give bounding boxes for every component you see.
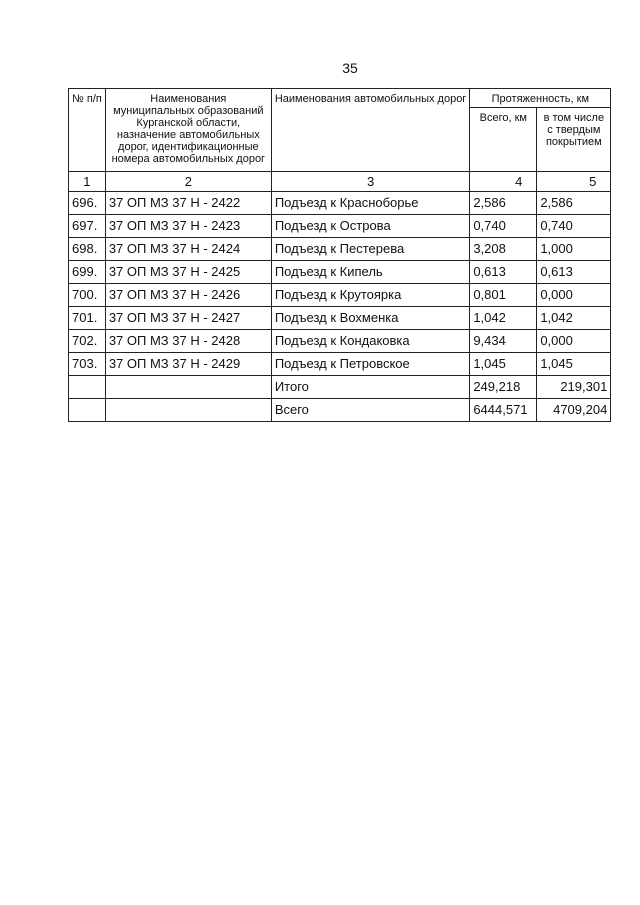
row-number: 699. [69, 261, 106, 284]
road-name: Подъезд к Кондаковка [271, 330, 470, 353]
length-hard: 1,000 [537, 238, 611, 261]
column-number: 4 [470, 172, 537, 192]
length-hard: 0,000 [537, 330, 611, 353]
length-total: 1,042 [470, 307, 537, 330]
row-number: 702. [69, 330, 106, 353]
grand-total-row [69, 399, 611, 422]
row-number: 700. [69, 284, 106, 307]
road-name: Подъезд к Вохменка [271, 307, 470, 330]
subtotal-total: 249,218 [470, 376, 537, 399]
header-row [69, 89, 611, 108]
length-hard: 1,045 [537, 353, 611, 376]
length-total: 1,045 [470, 353, 537, 376]
row-number: 696. [69, 192, 106, 215]
road-name: Подъезд к Пестерева [271, 238, 470, 261]
row-number: 698. [69, 238, 106, 261]
length-hard: 0,740 [537, 215, 611, 238]
header-no: № п/п [69, 89, 106, 172]
header-road-name: Наименования автомобильных дорог [271, 89, 470, 172]
header-hard-surface: в том числе с твердым покрытием [537, 108, 611, 172]
road-id: 37 ОП МЗ 37 Н - 2423 [105, 215, 271, 238]
road-name: Подъезд к Крутоярка [271, 284, 470, 307]
length-hard: 0,613 [537, 261, 611, 284]
subtotal-row [69, 376, 611, 399]
column-number: 2 [105, 172, 271, 192]
row-number: 697. [69, 215, 106, 238]
column-number: 1 [69, 172, 106, 192]
grand-total-total: 6444,571 [470, 399, 537, 422]
empty-cell [69, 376, 106, 399]
road-name: Подъезд к Кипель [271, 261, 470, 284]
column-number: 5 [537, 172, 611, 192]
road-name: Подъезд к Острова [271, 215, 470, 238]
header-municipality: Наименования муниципальных образований Курганской области, назначение автомобильных дорог, идентификационные номера автомобильных дорог [105, 89, 271, 172]
length-total: 0,801 [470, 284, 537, 307]
table-row [69, 192, 611, 215]
table-row [69, 261, 611, 284]
header-length: Протяженность, км [470, 89, 611, 108]
grand-total-label: Всего [271, 399, 470, 422]
length-total: 3,208 [470, 238, 537, 261]
header-total: Всего, км [470, 108, 537, 172]
road-id: 37 ОП МЗ 37 Н - 2425 [105, 261, 271, 284]
subtotal-hard: 219,301 [537, 376, 611, 399]
column-numbers-row [69, 172, 611, 192]
empty-cell [105, 376, 271, 399]
table-row [69, 307, 611, 330]
row-number: 701. [69, 307, 106, 330]
road-id: 37 ОП МЗ 37 Н - 2428 [105, 330, 271, 353]
road-id: 37 ОП МЗ 37 Н - 2424 [105, 238, 271, 261]
length-hard: 2,586 [537, 192, 611, 215]
row-number: 703. [69, 353, 106, 376]
table-row [69, 353, 611, 376]
subtotal-label: Итого [271, 376, 470, 399]
length-total: 2,586 [470, 192, 537, 215]
length-total: 9,434 [470, 330, 537, 353]
table-row [69, 215, 611, 238]
empty-cell [69, 399, 106, 422]
road-name: Подъезд к Петровское [271, 353, 470, 376]
road-id: 37 ОП МЗ 37 Н - 2429 [105, 353, 271, 376]
page-number: 35 [342, 60, 358, 76]
empty-cell [105, 399, 271, 422]
grand-total-hard: 4709,204 [537, 399, 611, 422]
length-total: 0,740 [470, 215, 537, 238]
road-id: 37 ОП МЗ 37 Н - 2426 [105, 284, 271, 307]
road-id: 37 ОП МЗ 37 Н - 2427 [105, 307, 271, 330]
length-total: 0,613 [470, 261, 537, 284]
roads-table [68, 88, 611, 422]
table-row [69, 330, 611, 353]
table-row [69, 284, 611, 307]
table-row [69, 238, 611, 261]
length-hard: 0,000 [537, 284, 611, 307]
road-id: 37 ОП МЗ 37 Н - 2422 [105, 192, 271, 215]
length-hard: 1,042 [537, 307, 611, 330]
column-number: 3 [271, 172, 470, 192]
road-name: Подъезд к Красноборье [271, 192, 470, 215]
